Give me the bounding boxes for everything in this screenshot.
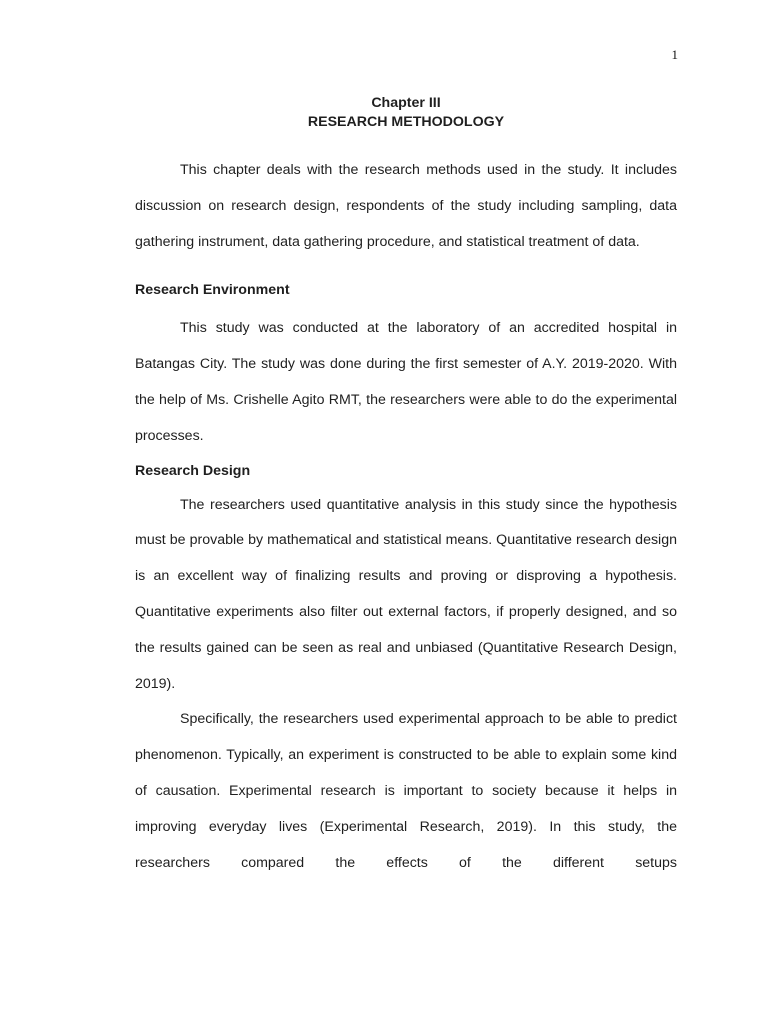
section-heading-research-design: Research Design <box>135 462 251 479</box>
research-design-paragraph-2: Specifically, the researchers used experimental approach to be able to predict phenomenon. Typically, an experiment is constructed to be able to explain some kind of causation. Experimental research is important to society because it helps in improving everyday lives (Experimental Research, 2019). In this study, the researchers compared the effects of the different setups <box>135 711 677 871</box>
section-heading-research-environment: Research Environment <box>135 282 290 299</box>
research-environment-paragraph: This study was conducted at the laboratory of an accredited hospital in Batangas City. The study was done during the first semester of A.Y. 2019-2020. With the help of Ms. Crishelle Agito RMT, the researchers were able to do the experimental processes. <box>135 320 677 444</box>
document-body <box>135 94 677 881</box>
research-design-paragraph-1: The researchers used quantitative analysis in this study since the hypothesis must be provable by mathematical and statistical means. Quantitative research design is an excellent way of finalizing results and proving or disproving a hypothesis. Quantitative experiments also filter out external factors, if properly designed, and so the results gained can be seen as real and unbiased (Quantitative Research Design, 2019). <box>135 496 677 692</box>
chapter-label: Chapter III <box>371 95 441 111</box>
page-number: 1 <box>671 47 678 62</box>
chapter-title: RESEARCH METHODOLOGY <box>307 114 505 130</box>
intro-paragraph: This chapter deals with the research methods used in the study. It includes discussion on research design, respondents of the study including sampling, data gathering instrument, data gathering procedure, and statistical treatment of data. <box>135 162 677 250</box>
